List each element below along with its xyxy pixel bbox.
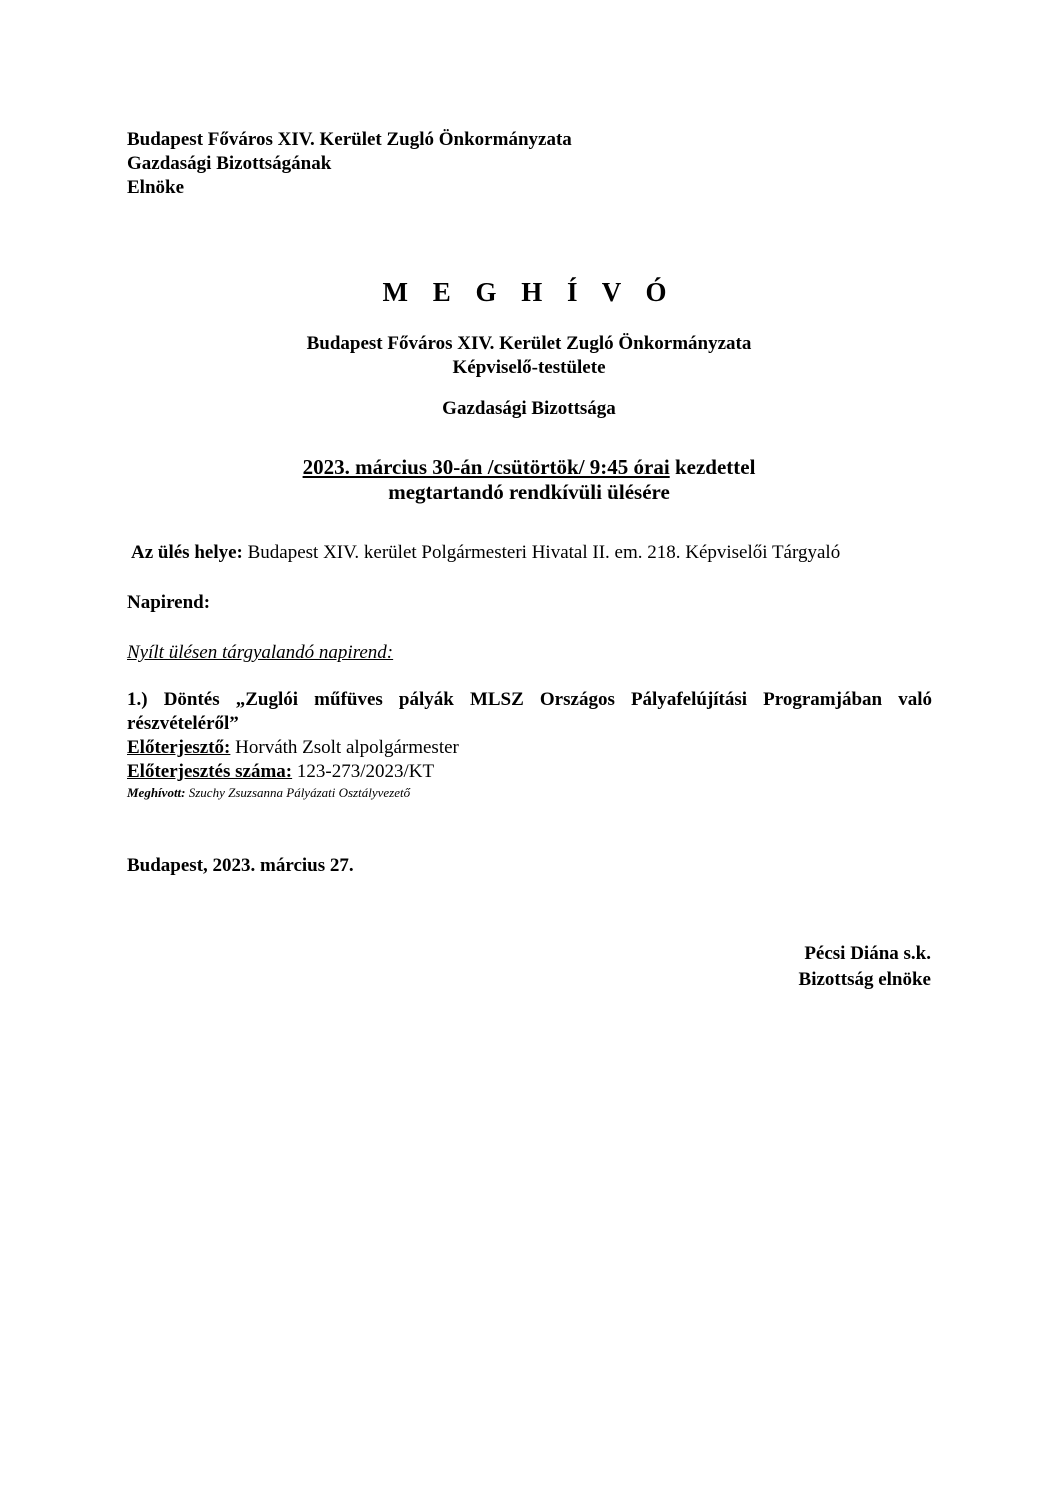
document-title: M E G H Í V Ó (382, 277, 676, 307)
agenda-item (127, 688, 932, 804)
place-and-date: Budapest, 2023. március 27. (127, 855, 354, 876)
sender-line-2: Gazdasági Bizottságának (127, 153, 332, 174)
meeting-line-1 (0, 455, 1058, 480)
signatory-name: Pécsi Diána s.k. (804, 943, 931, 964)
committee-name (0, 397, 1058, 421)
meeting-date: 2023. március 30-án /csütörtök/ 9:45 órai (302, 455, 670, 479)
meeting-date-rest: kezdettel (669, 455, 756, 479)
invited-value: Szuchy Zsuzsanna Pályázati Osztályvezető (185, 785, 411, 800)
venue-label: Az ülés helye: (131, 542, 243, 563)
recipient-block (0, 332, 1058, 380)
agenda-item-title-line-2: részvételéről” (127, 713, 239, 734)
agenda-item-title (127, 688, 932, 736)
title-word: Országos (539, 689, 615, 710)
committee-line: Gazdasági Bizottsága (442, 398, 616, 419)
invited-label: Meghívott: (127, 785, 186, 800)
signature-block (799, 942, 931, 994)
venue-value: Budapest XIV. kerület Polgármesteri Hivatal II. em. 218. Képviselői Tárgyaló (242, 542, 841, 563)
recipient-line-1: Budapest Főváros XIV. Kerület Zugló Önkormányzata (306, 333, 752, 354)
invited-line (127, 784, 932, 804)
sender-line-3: Elnöke (127, 177, 185, 198)
agenda-heading: Napirend: (127, 592, 211, 613)
presenter-label: Előterjesztő: (127, 737, 231, 758)
sender-line-1: Budapest Főváros XIV. Kerület Zugló Önkormányzata (127, 129, 572, 150)
signatory-title: Bizottság elnöke (798, 969, 931, 990)
title-word: műfüves (314, 689, 383, 710)
title-word: Programjában (763, 689, 883, 710)
meeting-datetime (0, 455, 1058, 505)
recipient-line-2: Képviselő-testülete (452, 357, 606, 378)
meeting-line-2: megtartandó rendkívüli ülésére (388, 480, 670, 504)
proposal-number-line (127, 760, 932, 784)
presenter-line (127, 736, 932, 760)
title-word: „Zuglói (235, 689, 299, 710)
agenda-item-title-line-1 (127, 688, 932, 712)
proposal-number-label: Előterjesztés száma: (127, 761, 293, 782)
title-word: MLSZ (469, 689, 524, 710)
open-session-heading: Nyílt ülésen tárgyalandó napirend: (127, 642, 394, 663)
venue-line (131, 541, 951, 565)
presenter-value: Horváth Zsolt alpolgármester (230, 737, 459, 758)
title-word: 1.) (127, 689, 148, 710)
sender-block (127, 128, 827, 200)
title-word: való (898, 689, 932, 710)
title-word: Pályafelújítási (630, 689, 748, 710)
title-word: pályák (398, 689, 454, 710)
title-word: Döntés (163, 689, 220, 710)
proposal-number-value: 123-273/2023/KT (292, 761, 435, 782)
